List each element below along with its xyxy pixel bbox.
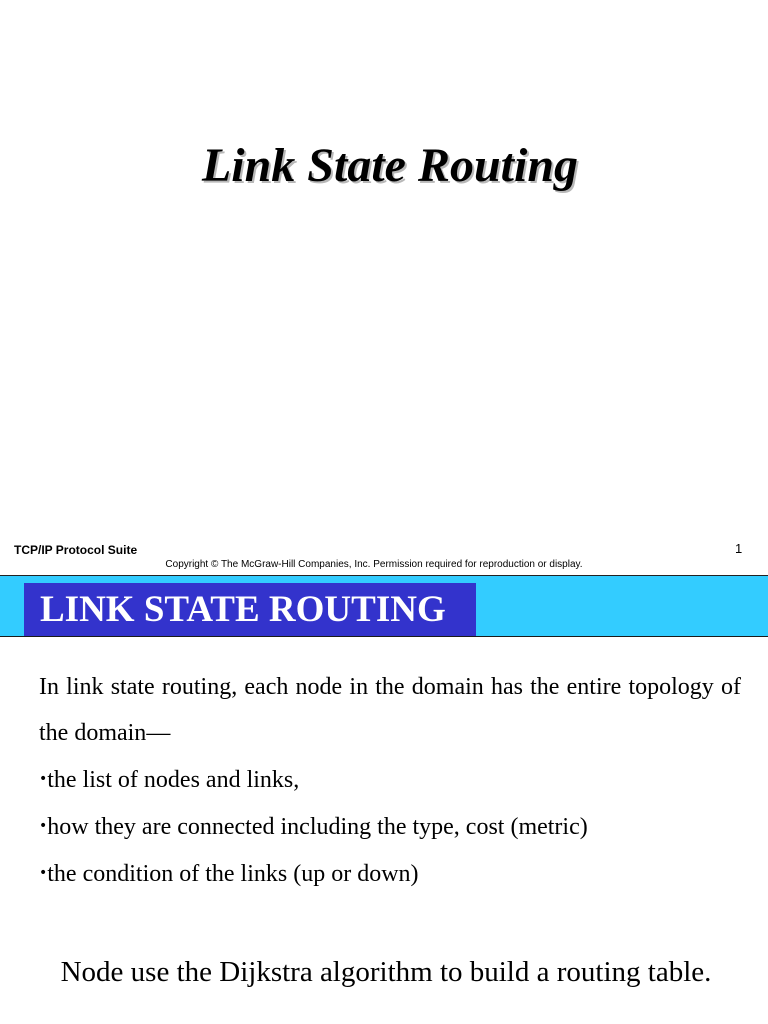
slide-title: Link State Routing: [201, 139, 579, 192]
bullet-item: [39, 756, 741, 803]
bullet-icon: •: [39, 865, 48, 881]
bullet-item: [39, 850, 741, 897]
bullet-icon: •: [39, 818, 48, 834]
bullet-text: how they are connected including the type, cost (metric): [47, 814, 588, 840]
footer-course-name: TCP/IP Protocol Suite: [14, 543, 138, 557]
bullet-text: the list of nodes and links,: [47, 767, 300, 793]
bullet-icon: •: [39, 771, 48, 787]
section-banner: [0, 576, 768, 637]
slide-body: [39, 664, 741, 897]
banner-title: LINK STATE ROUTING: [40, 589, 446, 630]
intro-text: In link state routing, each node in the domain has the entire topology of the domain: [39, 674, 741, 746]
intro-dash: —: [146, 720, 171, 746]
bullet-text: the condition of the links (up or down): [47, 861, 419, 887]
dijkstra-note: Node use the Dijkstra algorithm to build a routing table.: [60, 956, 712, 988]
banner-title-box: [24, 583, 476, 636]
copyright-notice: Copyright © The McGraw-Hill Companies, Inc. Permission required for reproduction or display.: [165, 559, 583, 570]
bullet-item: [39, 803, 741, 850]
intro-paragraph: [39, 664, 741, 756]
page-number: 1: [735, 541, 743, 556]
